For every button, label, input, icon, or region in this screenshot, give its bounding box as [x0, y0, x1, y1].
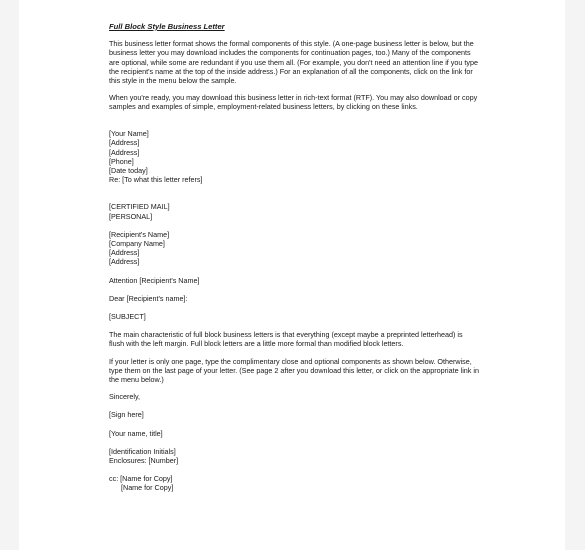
identification-initials: [Identification Initials] [109, 446, 176, 456]
sender-phone: [Phone] [109, 156, 134, 166]
reference-line: Re: [To what this letter refers] [109, 175, 203, 185]
certified-mail-notation: [CERTIFIED MAIL] [109, 202, 170, 212]
intro-paragraph-2: When you're ready, you may download this business letter in rich-text format (RTF). You may also download or copy samples and examples of simple, employment-related business letters, by clicking on these links. [109, 93, 478, 112]
salutation: Dear [Recipient's name]: [109, 293, 188, 303]
recipient-name: [Recipient's Name] [109, 229, 170, 239]
letter-content [109, 22, 479, 493]
personal-notation: [PERSONAL] [109, 211, 153, 221]
complimentary-close: Sincerely, [109, 392, 141, 402]
sender-address-1: [Address] [109, 138, 140, 148]
signature-placeholder: [Sign here] [109, 410, 144, 420]
body-paragraph-2: If your letter is only one page, type the complimentary close and optional components as shown below. Otherwise, type them on the last page of your letter. (See page 2 after you download this letter, or click on the appropriate link in the menu below.) [109, 356, 479, 384]
recipient-company: [Company Name] [109, 238, 165, 248]
recipient-block [109, 230, 479, 267]
signer-name-title: [Your name, title] [109, 428, 163, 438]
sender-name: [Your Name] [109, 129, 149, 139]
intro-paragraph-1: This business letter format shows the formal components of this style. (A one-page business letter is below, but the business letter you may download includes the components for continuation pages, too.) Many of the components are optional, while some are redundant if you use them all. (For example, you don't need an attention line if you type the recipient's name at the top of the inside address.) For an explanation of all the components, click on the link for this style in the menu below the sample. [109, 39, 478, 86]
recipient-address-2: [Address] [109, 257, 140, 267]
enclosures-line: Enclosures: [Number] [109, 456, 179, 465]
body-paragraph-1: The main characteristic of full block business letters is that everything (except maybe a preprinted letterhead) is flush with the left margin. Full block letters are a little more formal than modified block letters. [109, 330, 463, 349]
subject-line: [SUBJECT] [109, 311, 146, 321]
notation-block [109, 202, 479, 220]
sender-block [109, 129, 479, 184]
cc-line-2: [Name for Copy] [121, 483, 174, 493]
recipient-address-1: [Address] [109, 248, 140, 258]
sender-address-2: [Address] [109, 147, 140, 157]
document-title: Full Block Style Business Letter [109, 22, 225, 31]
letter-date: [Date today] [109, 165, 148, 175]
cc-line-1: cc: [Name for Copy] [109, 474, 173, 484]
attention-line: Attention [Recipient's Name] [109, 275, 200, 285]
